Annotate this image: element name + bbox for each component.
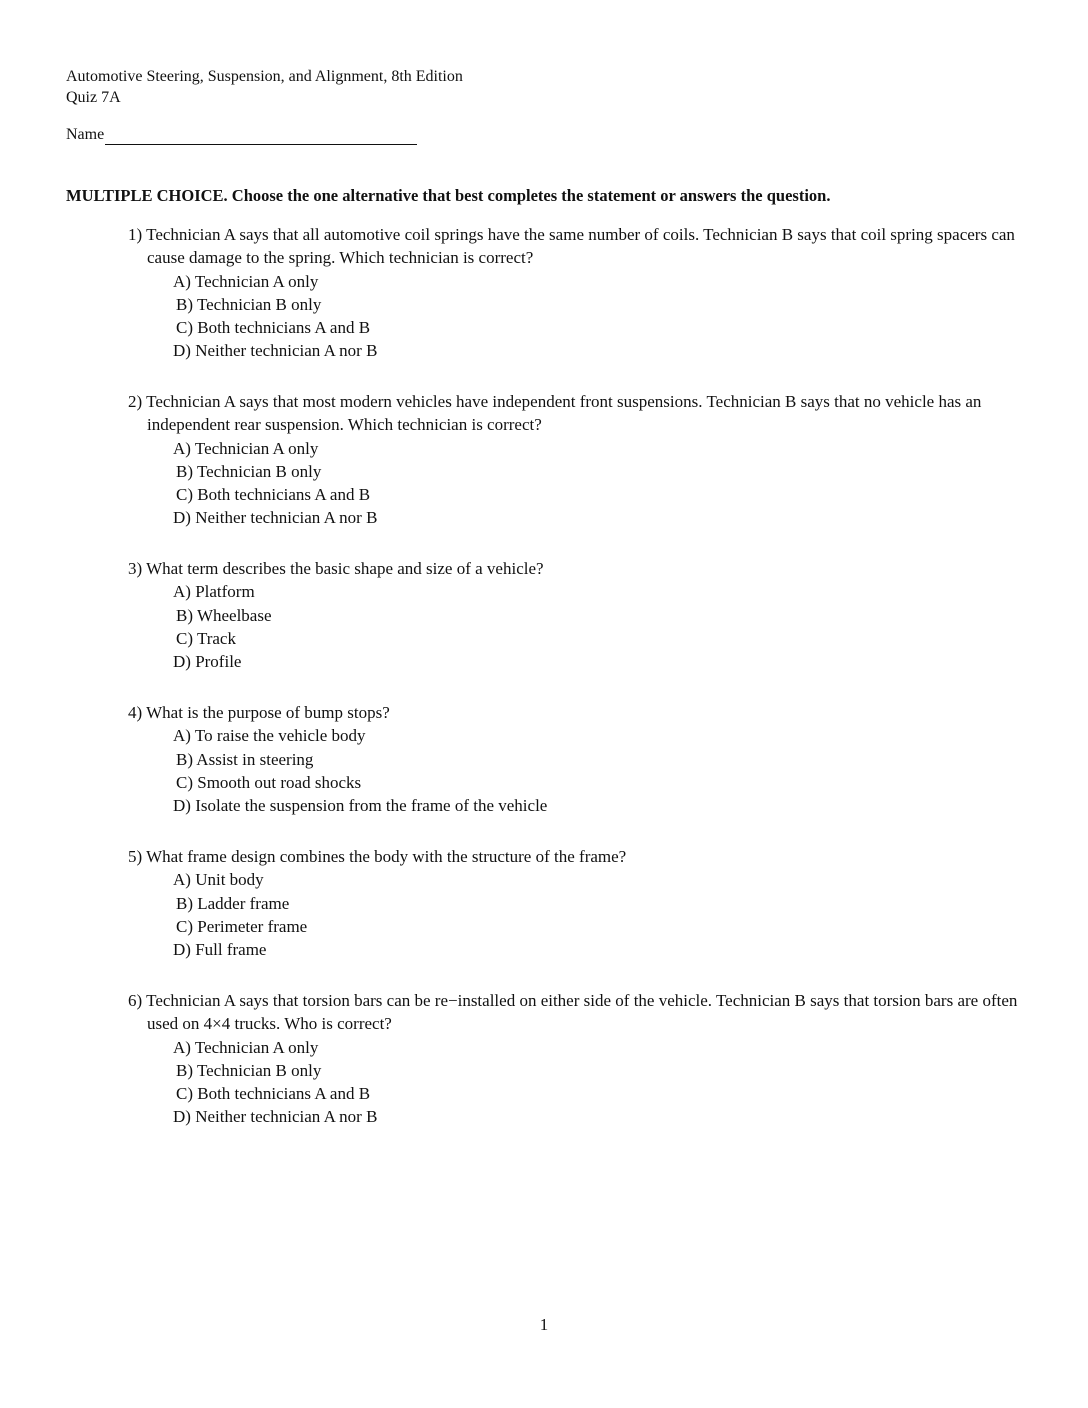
quiz-label: Quiz 7A (66, 89, 121, 106)
options-list (173, 868, 1018, 961)
option-d: D) Profile (173, 652, 242, 672)
name-blank-line[interactable] (105, 126, 417, 145)
option-b: B) Technician B only (176, 461, 322, 481)
question-3 (128, 557, 1018, 673)
question-2 (128, 390, 1018, 530)
question-stem: 1) Technician A says that all automotive coil springs have the same number of coils. Technician B says that coil spring spacers can cause damage to the spring. Which technician is correct? (128, 225, 1015, 268)
option-b: B) Ladder frame (176, 893, 290, 913)
question-1 (128, 223, 1018, 363)
options-list (173, 724, 1018, 817)
question-stem: 6) Technician A says that torsion bars can be re−installed on either side of the vehicle. Technician B says that torsion bars are often used on 4×4 trucks. Who is correct? (128, 991, 1018, 1034)
option-a: A) Technician A only (173, 271, 319, 291)
instructions: MULTIPLE CHOICE. Choose the one alternative that best completes the statement or answers the question. (66, 186, 831, 205)
option-c: C) Track (176, 628, 236, 648)
option-c: C) Both technicians A and B (176, 318, 371, 338)
document-header (66, 66, 463, 108)
option-c: C) Both technicians A and B (176, 485, 371, 505)
option-d: D) Neither technician A nor B (173, 508, 378, 528)
option-d: D) Full frame (173, 940, 267, 960)
option-a: A) Unit body (173, 870, 264, 890)
option-a: A) Technician A only (173, 438, 319, 458)
option-b: B) Technician B only (176, 294, 322, 314)
question-stem: 2) Technician A says that most modern vehicles have independent front suspensions. Technician B says that no vehicle has an independent rear suspension. Which technician is correct? (128, 392, 982, 435)
question-6 (128, 989, 1018, 1129)
option-a: A) Platform (173, 582, 255, 602)
option-b: B) Wheelbase (176, 605, 272, 625)
question-stem: 5) What frame design combines the body with the structure of the frame? (128, 847, 627, 866)
option-d: D) Isolate the suspension from the frame of the vehicle (173, 796, 548, 816)
question-5 (128, 845, 1018, 961)
option-d: D) Neither technician A nor B (173, 1107, 378, 1127)
name-field-row (66, 124, 417, 145)
page-number: 1 (539, 1315, 549, 1334)
options-list (173, 437, 1018, 530)
option-a: A) To raise the vehicle body (173, 726, 366, 746)
options-list (173, 270, 1018, 363)
question-stem: 3) What term describes the basic shape and size of a vehicle? (128, 559, 544, 578)
option-a: A) Technician A only (173, 1037, 319, 1057)
option-c: C) Both technicians A and B (176, 1084, 371, 1104)
option-b: B) Assist in steering (176, 749, 314, 769)
options-list (173, 1036, 1018, 1129)
option-c: C) Perimeter frame (176, 916, 308, 936)
question-stem: 4) What is the purpose of bump stops? (128, 703, 390, 722)
option-d: D) Neither technician A nor B (173, 341, 378, 361)
option-c: C) Smooth out road shocks (176, 772, 362, 792)
option-b: B) Technician B only (176, 1060, 322, 1080)
question-4 (128, 701, 1018, 817)
options-list (173, 580, 1018, 673)
name-label: Name (66, 126, 105, 143)
course-title: Automotive Steering, Suspension, and Alignment, 8th Edition (66, 68, 463, 85)
